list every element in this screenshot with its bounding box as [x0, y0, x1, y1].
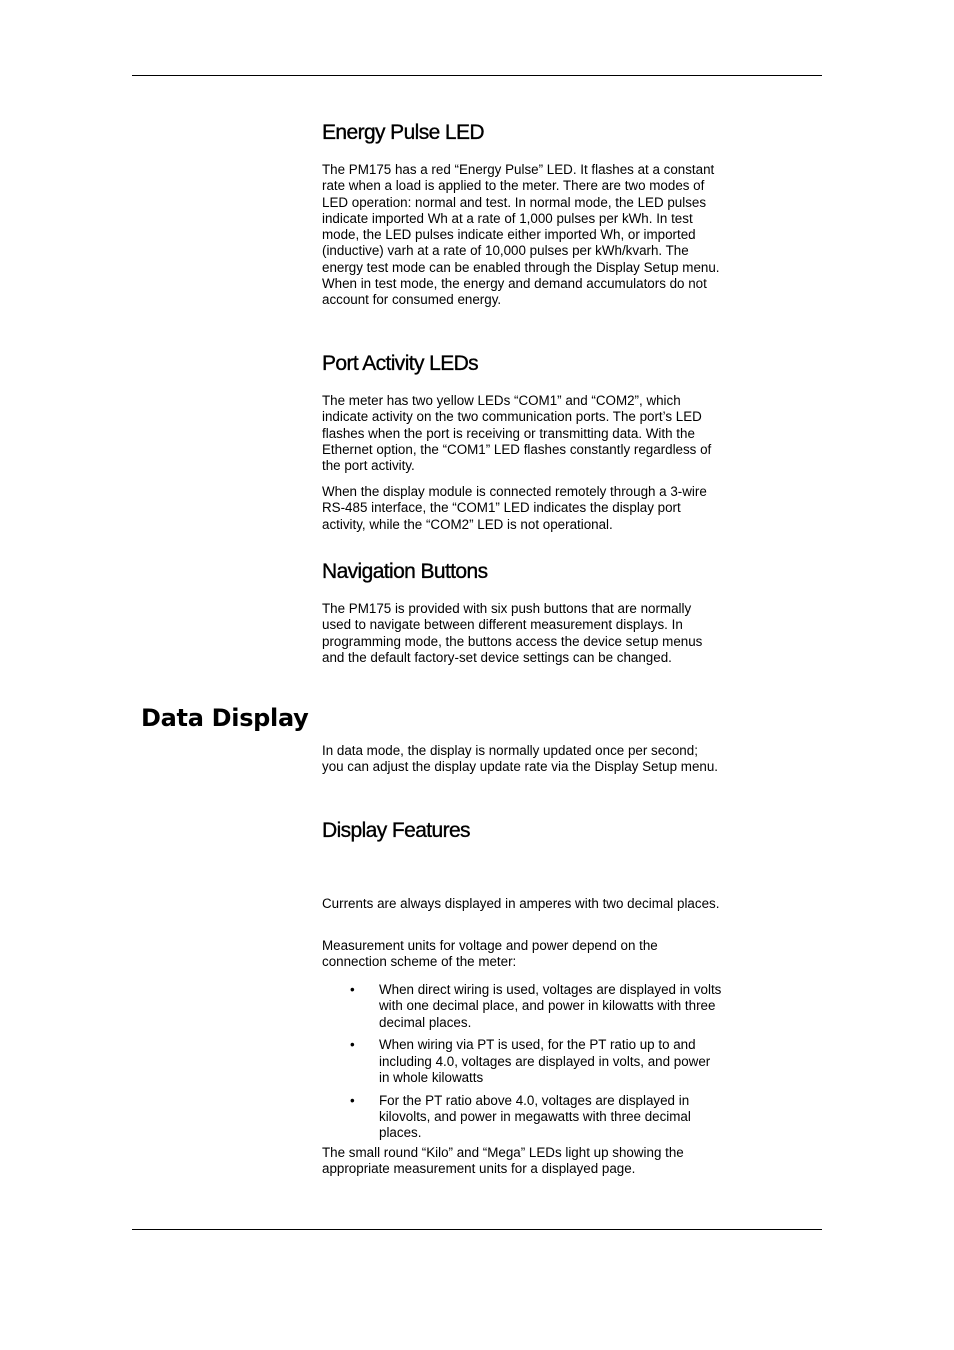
bullet-icon: •: [350, 982, 355, 997]
list-item: [322, 1093, 722, 1142]
port-activity-heading: Port Activity LEDs: [322, 352, 479, 375]
bullet-icon: •: [350, 1037, 355, 1053]
bullet-text: When direct wiring is used, voltages are displayed in volts with one decimal place, and power in kilowatts with three decimal places.: [379, 982, 722, 1030]
navigation-buttons-heading: Navigation Buttons: [322, 560, 488, 583]
list-item: [322, 1037, 722, 1086]
data-display-heading: Data Display: [141, 704, 309, 732]
display-features-heading: Display Features: [322, 819, 470, 842]
footer-rule: [132, 1229, 822, 1230]
energy-pulse-paragraph: The PM175 has a red “Energy Pulse” LED. It flashes at a constant rate when a load is applied to the meter. There are two modes of LED operation: normal and test. In normal mode, the LED pulses indicate imported Wh at a rate of 1,000 pulses per kWh. In test mode, the LED pulses indicate either imported Wh, or imported (inductive) varh at a rate of 10,000 pulses per kWh/kvarh. The energy test mode can be enabled through the Display Setup menu. When in test mode, the energy and demand accumulators do not account for consumed energy.: [322, 162, 720, 308]
bullet-icon: •: [350, 1092, 355, 1108]
port-activity-paragraph-1: The meter has two yellow LEDs “COM1” and “COM2”, which indicate activity on the two communication ports. The port’s LED flashes when the port is receiving or transmitting data. With the Ethernet option, the “COM1” LED flashes constantly regardless of the port activity.: [322, 393, 712, 474]
display-features-paragraph-3: The small round “Kilo” and “Mega” LEDs light up showing the appropriate measurement units for a displayed page.: [322, 1145, 684, 1177]
port-activity-paragraph-2: When the display module is connected remotely through a 3-wire RS-485 interface, the “COM1” LED indicates the display port activity, while the “COM2” LED is not operational.: [322, 484, 707, 532]
display-features-paragraph-1: Currents are always displayed in amperes with two decimal places.: [322, 896, 720, 911]
data-display-paragraph: In data mode, the display is normally updated once per second; you can adjust the display update rate via the Display Setup menu.: [322, 743, 719, 775]
energy-pulse-heading: Energy Pulse LED: [322, 121, 484, 144]
header-rule: [132, 75, 822, 76]
navigation-buttons-paragraph: The PM175 is provided with six push buttons that are normally used to navigate between different measurement displays. In programming mode, the buttons access the device setup menus and the default factory-set device settings can be changed.: [322, 601, 703, 665]
bullet-text: For the PT ratio above 4.0, voltages are displayed in kilovolts, and power in megawatts with three decimal places.: [379, 1092, 691, 1141]
display-features-paragraph-2: Measurement units for voltage and power depend on the connection scheme of the meter:: [322, 938, 658, 970]
units-bullet-list: [322, 982, 722, 1148]
list-item: [322, 982, 722, 1031]
bullet-text: When wiring via PT is used, for the PT ratio up to and including 4.0, voltages are displayed in volts, and power in whole kilowatts: [379, 1037, 711, 1085]
